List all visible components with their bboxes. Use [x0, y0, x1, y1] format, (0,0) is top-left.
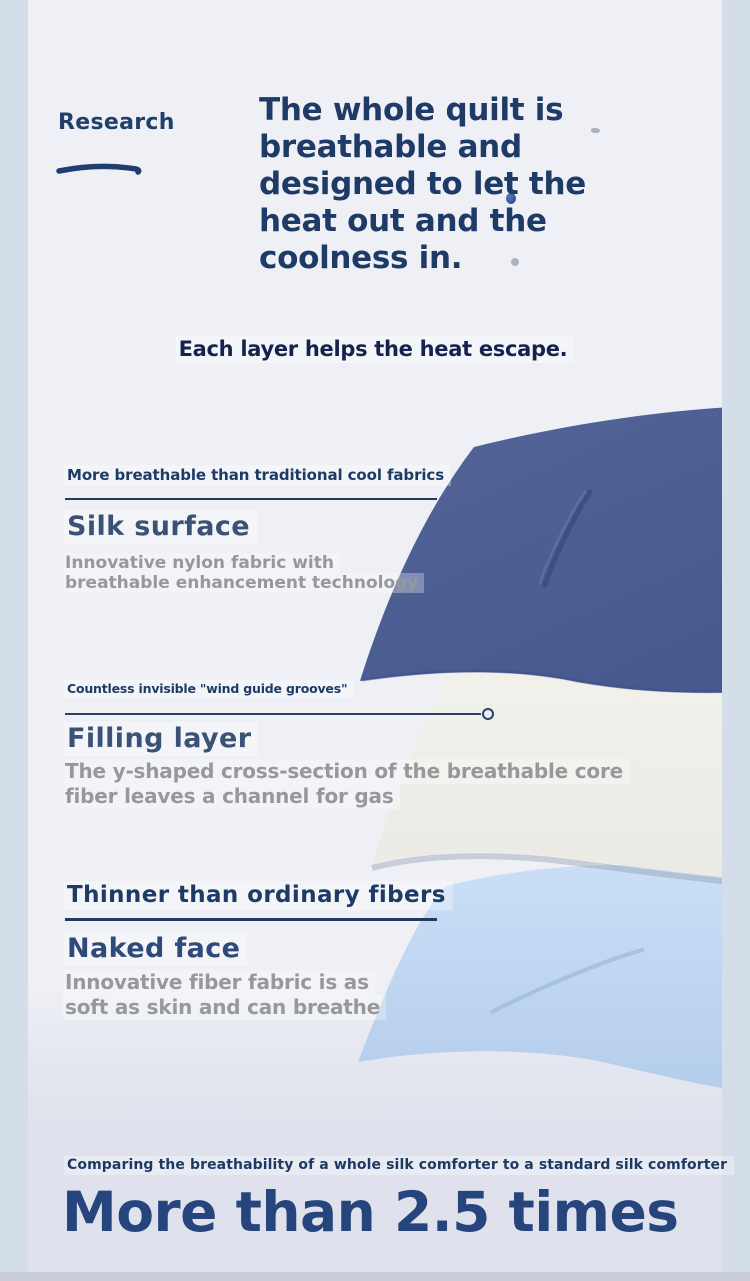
- page-subtitle: [28, 336, 722, 363]
- page-left-border: [0, 0, 28, 1281]
- description-line: Innovative nylon fabric with: [63, 553, 340, 573]
- hero-title-line: The whole quilt is: [259, 92, 564, 128]
- research-badge: Research: [58, 110, 175, 135]
- description-line: soft as skin and can breathe: [63, 995, 386, 1020]
- page-right-border: [722, 0, 750, 1281]
- hero-title: [259, 92, 586, 277]
- dust-speck-icon: [591, 128, 600, 133]
- page-bottom-strip: [0, 1272, 750, 1281]
- hero-title-line: breathable and: [259, 129, 522, 165]
- subtitle-text: Each layer helps the heat escape.: [176, 336, 575, 363]
- section-silk-divider: [65, 498, 437, 500]
- section-naked-description: [63, 970, 386, 1020]
- section-silk-title: Silk surface: [64, 510, 257, 544]
- hero-title-line: designed to let the: [259, 166, 586, 202]
- description-line: The y-shaped cross-section of the breathable core: [63, 759, 629, 784]
- section-naked-title: Naked face: [64, 932, 247, 966]
- description-line: fiber leaves a channel for gas: [63, 784, 400, 809]
- description-line: breathable enhancement technology: [63, 573, 424, 593]
- hero-title-line: heat out and the: [259, 203, 547, 239]
- comparison-headline: More than 2.5 times: [62, 1180, 679, 1244]
- section-filling-title: Filling layer: [64, 722, 258, 756]
- hero-title-line: coolness in.: [259, 240, 463, 276]
- section-silk-description: [63, 553, 424, 593]
- brush-underline-icon: [54, 158, 150, 178]
- description-line: Innovative fiber fabric is as: [63, 970, 375, 995]
- section-naked-divider: [65, 918, 437, 921]
- leader-line-with-dot: [65, 706, 497, 722]
- section-filling-tagline: Countless invisible "wind guide grooves": [64, 680, 354, 698]
- section-naked-tagline: Thinner than ordinary fibers: [64, 881, 453, 910]
- section-silk-tagline: More breathable than traditional cool fabrics: [64, 465, 451, 486]
- comparison-caption: Comparing the breathability of a whole silk comforter to a standard silk comforter: [64, 1156, 734, 1175]
- silk-surface-fabric: [360, 406, 750, 693]
- section-filling-description: [63, 759, 629, 809]
